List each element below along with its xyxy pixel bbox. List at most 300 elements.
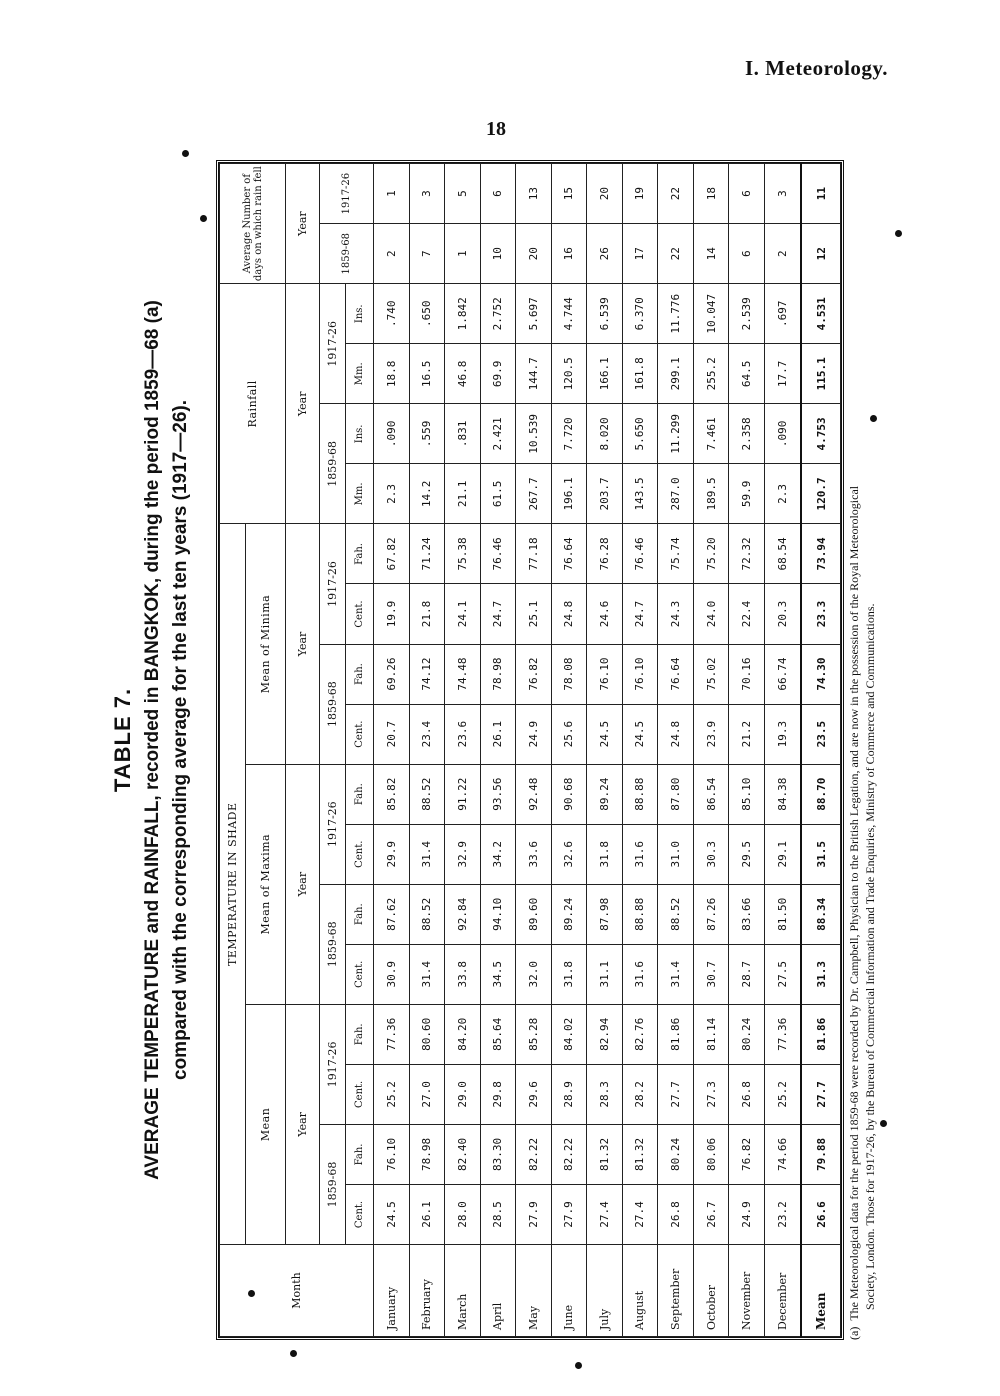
value-cell: 161.8	[622, 344, 658, 404]
value-cell: 87.98	[587, 884, 623, 944]
value-cell: 5.650	[622, 404, 658, 464]
value-cell: 29.9	[374, 824, 410, 884]
value-cell: 27.4	[587, 1184, 623, 1244]
value-cell: 28.9	[551, 1064, 587, 1124]
value-cell: 85.82	[374, 764, 410, 824]
value-cell: 80.24	[729, 1004, 765, 1064]
value-cell: 89.60	[516, 884, 552, 944]
value-cell: 83.30	[480, 1124, 516, 1184]
value-cell: 1	[445, 224, 481, 284]
unit-header: Fah.	[346, 644, 374, 704]
value-cell: 24.5	[374, 1184, 410, 1244]
value-cell: 14	[693, 224, 729, 284]
value-cell: 26.6	[801, 1184, 840, 1244]
value-cell: 84.02	[551, 1004, 587, 1064]
value-cell: 91.22	[445, 764, 481, 824]
period-header: 1917-26	[320, 524, 346, 644]
table-row	[516, 164, 552, 1337]
value-cell: 83.66	[729, 884, 765, 944]
title-line-1: AVERAGE TEMPERATURE and RAINFALL, recorded in BANGKOK, during the period 1859—68 (a)	[142, 300, 163, 1180]
value-cell: 20	[587, 164, 623, 224]
value-cell: 87.80	[658, 764, 694, 824]
value-cell: 28.7	[729, 944, 765, 1004]
period-header: 1917-26	[320, 764, 346, 884]
month-cell: February	[409, 1245, 445, 1337]
value-cell: 27.3	[693, 1064, 729, 1124]
data-table-frame	[216, 160, 844, 1340]
table-row	[551, 164, 587, 1337]
value-cell: 73.94	[801, 524, 840, 584]
value-cell: 85.64	[480, 1004, 516, 1064]
value-cell: 34.2	[480, 824, 516, 884]
period-header: 1859-68	[320, 404, 346, 524]
value-cell: 79.88	[801, 1124, 840, 1184]
table-row	[693, 164, 729, 1337]
value-cell: 10.047	[693, 284, 729, 344]
value-cell: 88.88	[622, 764, 658, 824]
value-cell: 120.5	[551, 344, 587, 404]
value-cell: 82.94	[587, 1004, 623, 1064]
value-cell: 24.5	[622, 704, 658, 764]
value-cell: 16.5	[409, 344, 445, 404]
value-cell: 76.64	[658, 644, 694, 704]
value-cell: 3	[764, 164, 801, 224]
value-cell: 66.74	[764, 644, 801, 704]
value-cell: 14.2	[409, 464, 445, 524]
value-cell: 6	[729, 224, 765, 284]
table-row	[374, 164, 410, 1337]
value-cell: 77.36	[764, 1004, 801, 1064]
year-header: Year	[286, 524, 320, 764]
value-cell: 80.06	[693, 1124, 729, 1184]
value-cell: 18	[693, 164, 729, 224]
value-cell: 75.20	[693, 524, 729, 584]
table-row	[764, 164, 801, 1337]
unit-header: Mm.	[346, 344, 374, 404]
footnote	[846, 140, 878, 1340]
value-cell: 10	[480, 224, 516, 284]
value-cell: 67.82	[374, 524, 410, 584]
value-cell: 11	[801, 164, 840, 224]
value-cell: 84.20	[445, 1004, 481, 1064]
value-cell: 26.1	[409, 1184, 445, 1244]
table-label: TABLE 7.	[110, 687, 135, 793]
value-cell: 19.9	[374, 584, 410, 644]
value-cell: 61.5	[480, 464, 516, 524]
page-number: 18	[486, 118, 506, 140]
table-body	[374, 164, 841, 1337]
value-cell: 6.370	[622, 284, 658, 344]
value-cell: 76.10	[622, 644, 658, 704]
value-cell: 144.7	[516, 344, 552, 404]
value-cell: 30.7	[693, 944, 729, 1004]
month-cell: October	[693, 1245, 729, 1337]
value-cell: 120.7	[801, 464, 840, 524]
value-cell: 24.8	[658, 704, 694, 764]
section-header: I. Meteorology.	[745, 56, 888, 80]
value-cell: 25.2	[764, 1064, 801, 1124]
value-cell: 19.3	[764, 704, 801, 764]
value-cell: 2	[374, 224, 410, 284]
value-cell: 88.52	[409, 884, 445, 944]
unit-header: Cent.	[346, 944, 374, 1004]
month-cell: July	[587, 1245, 623, 1337]
month-cell: March	[445, 1245, 481, 1337]
value-cell: 267.7	[516, 464, 552, 524]
value-cell: 24.7	[622, 584, 658, 644]
value-cell: 27.7	[801, 1064, 840, 1124]
value-cell: 69.26	[374, 644, 410, 704]
rainfall-header: Rainfall	[220, 284, 286, 524]
value-cell: 89.24	[587, 764, 623, 824]
value-cell: 30.3	[693, 824, 729, 884]
period-header: 1859-68	[320, 884, 346, 1004]
value-cell: 29.0	[445, 1064, 481, 1124]
value-cell: 2.3	[374, 464, 410, 524]
value-cell: 88.52	[409, 764, 445, 824]
value-cell: 76.28	[587, 524, 623, 584]
value-cell: 24.8	[551, 584, 587, 644]
value-cell: 27.4	[622, 1184, 658, 1244]
year-header: Year	[286, 1004, 320, 1244]
value-cell: 31.1	[587, 944, 623, 1004]
value-cell: 33.8	[445, 944, 481, 1004]
unit-header: Ins.	[346, 404, 374, 464]
value-cell: 81.86	[801, 1004, 840, 1064]
value-cell: 17	[622, 224, 658, 284]
value-cell: 189.5	[693, 464, 729, 524]
period-header: 1917-26	[320, 284, 346, 404]
month-cell: August	[622, 1245, 658, 1337]
value-cell: .697	[764, 284, 801, 344]
rotated-table-block	[108, 140, 877, 1340]
value-cell: 22.4	[729, 584, 765, 644]
value-cell: 76.10	[587, 644, 623, 704]
value-cell: 31.3	[801, 944, 840, 1004]
value-cell: 23.2	[764, 1184, 801, 1244]
unit-header: Cent.	[346, 584, 374, 644]
value-cell: 75.74	[658, 524, 694, 584]
unit-header: Fah.	[346, 524, 374, 584]
value-cell: 76.82	[516, 644, 552, 704]
value-cell: 80.24	[658, 1124, 694, 1184]
value-cell: 18.8	[374, 344, 410, 404]
scan-speck	[895, 230, 902, 237]
mean-header: Mean	[246, 1004, 286, 1244]
value-cell: 1.842	[445, 284, 481, 344]
value-cell: .740	[374, 284, 410, 344]
rain-days-header: Average Number of days on which rain fell	[220, 164, 286, 284]
value-cell: 31.5	[801, 824, 840, 884]
value-cell: 75.38	[445, 524, 481, 584]
value-cell: 23.3	[801, 584, 840, 644]
value-cell: 30.9	[374, 944, 410, 1004]
value-cell: 75.02	[693, 644, 729, 704]
value-cell: 34.5	[480, 944, 516, 1004]
value-cell: 4.531	[801, 284, 840, 344]
value-cell: 4.744	[551, 284, 587, 344]
value-cell: 28.5	[480, 1184, 516, 1244]
value-cell: 21.2	[729, 704, 765, 764]
value-cell: 85.28	[516, 1004, 552, 1064]
value-cell: 23.5	[801, 704, 840, 764]
table-title	[108, 140, 218, 1340]
table-row	[658, 164, 694, 1337]
value-cell: 23.9	[693, 704, 729, 764]
value-cell: 88.34	[801, 884, 840, 944]
value-cell: 24.5	[587, 704, 623, 764]
scan-speck	[248, 1290, 255, 1297]
period-header: 1859-68	[320, 1124, 346, 1244]
unit-header: Cent.	[346, 1064, 374, 1124]
period-header: 1859-68	[320, 224, 374, 284]
value-cell: 20.7	[374, 704, 410, 764]
value-cell: 12	[801, 224, 840, 284]
value-cell: 33.6	[516, 824, 552, 884]
value-cell: 24.6	[587, 584, 623, 644]
value-cell: 24.0	[693, 584, 729, 644]
unit-header: Fah.	[346, 764, 374, 824]
value-cell: 287.0	[658, 464, 694, 524]
value-cell: 80.60	[409, 1004, 445, 1064]
value-cell: 82.76	[622, 1004, 658, 1064]
month-cell: April	[480, 1245, 516, 1337]
value-cell: 69.9	[480, 344, 516, 404]
year-header: Year	[286, 284, 320, 524]
period-header: 1917-26	[320, 164, 374, 224]
period-header: 1859-68	[320, 644, 346, 764]
value-cell: 88.70	[801, 764, 840, 824]
value-cell: 77.18	[516, 524, 552, 584]
value-cell: 2.358	[729, 404, 765, 464]
month-cell: December	[764, 1245, 801, 1337]
value-cell: 7	[409, 224, 445, 284]
value-cell: 78.98	[480, 644, 516, 704]
value-cell: 59.9	[729, 464, 765, 524]
year-header: Year	[286, 764, 320, 1004]
value-cell: 81.14	[693, 1004, 729, 1064]
value-cell: 16	[551, 224, 587, 284]
value-cell: 88.88	[622, 884, 658, 944]
footnote-line-1: The Meteorological data for the period 1859-68 were recorded by Dr. Campbell, Physician to the British Legation, and are now in the possession of the Royal Meteorological	[847, 485, 861, 1321]
value-cell: 24.7	[480, 584, 516, 644]
value-cell: 76.82	[729, 1124, 765, 1184]
footnote-line-2: Society, London. Those for 1917-26, by the Bureau of Commercial Information and Trade Enquiries, Ministry of Commerce and Communications.	[863, 603, 877, 1310]
mean-minima-header: Mean of Minima	[246, 524, 286, 764]
value-cell: 94.10	[480, 884, 516, 944]
value-cell: 22	[658, 164, 694, 224]
value-cell: 82.22	[516, 1124, 552, 1184]
value-cell: 11.776	[658, 284, 694, 344]
value-cell: 166.1	[587, 344, 623, 404]
unit-header: Ins.	[346, 284, 374, 344]
month-cell: June	[551, 1245, 587, 1337]
value-cell: 85.10	[729, 764, 765, 824]
table-row	[622, 164, 658, 1337]
value-cell: 77.36	[374, 1004, 410, 1064]
scan-speck	[880, 1120, 887, 1127]
table-row	[409, 164, 445, 1337]
value-cell: 32.0	[516, 944, 552, 1004]
scan-speck	[870, 415, 877, 422]
value-cell: 81.32	[622, 1124, 658, 1184]
value-cell: 29.6	[516, 1064, 552, 1124]
value-cell: 31.6	[622, 944, 658, 1004]
value-cell: 27.9	[551, 1184, 587, 1244]
value-cell: 32.6	[551, 824, 587, 884]
value-cell: 23.4	[409, 704, 445, 764]
value-cell: 7.461	[693, 404, 729, 464]
value-cell: 76.46	[622, 524, 658, 584]
value-cell: 93.56	[480, 764, 516, 824]
value-cell: 28.2	[622, 1064, 658, 1124]
value-cell: 84.38	[764, 764, 801, 824]
value-cell: 25.6	[551, 704, 587, 764]
value-cell: 86.54	[693, 764, 729, 824]
value-cell: 27.5	[764, 944, 801, 1004]
value-cell: 92.48	[516, 764, 552, 824]
value-cell: 87.26	[693, 884, 729, 944]
value-cell: 81.86	[658, 1004, 694, 1064]
value-cell: .559	[409, 404, 445, 464]
value-cell: 92.84	[445, 884, 481, 944]
value-cell: 196.1	[551, 464, 587, 524]
table-row	[587, 164, 623, 1337]
footnote-marker: (a)	[847, 1326, 861, 1340]
value-cell: 22	[658, 224, 694, 284]
temperature-group-header: TEMPERATURE IN SHADE	[220, 524, 246, 1245]
value-cell: 2	[764, 224, 801, 284]
value-cell: 203.7	[587, 464, 623, 524]
value-cell: 21.1	[445, 464, 481, 524]
value-cell: 76.46	[480, 524, 516, 584]
value-cell: 5	[445, 164, 481, 224]
month-cell: May	[516, 1245, 552, 1337]
value-cell: 5.697	[516, 284, 552, 344]
value-cell: 74.66	[764, 1124, 801, 1184]
scan-speck	[575, 1362, 582, 1369]
value-cell: 88.52	[658, 884, 694, 944]
value-cell: 26.1	[480, 704, 516, 764]
value-cell: 46.8	[445, 344, 481, 404]
value-cell: 87.62	[374, 884, 410, 944]
value-cell: 2.421	[480, 404, 516, 464]
value-cell: 11.299	[658, 404, 694, 464]
table-row	[729, 164, 765, 1337]
value-cell: 25.1	[516, 584, 552, 644]
table-row	[480, 164, 516, 1337]
value-cell: 24.1	[445, 584, 481, 644]
value-cell: 8.020	[587, 404, 623, 464]
month-cell: Mean	[801, 1245, 840, 1337]
value-cell: 17.7	[764, 344, 801, 404]
value-cell: 26.8	[658, 1184, 694, 1244]
value-cell: 3	[409, 164, 445, 224]
value-cell: 31.4	[409, 944, 445, 1004]
value-cell: 19	[622, 164, 658, 224]
value-cell: 70.16	[729, 644, 765, 704]
value-cell: 74.12	[409, 644, 445, 704]
value-cell: 74.30	[801, 644, 840, 704]
value-cell: 23.6	[445, 704, 481, 764]
value-cell: 26.8	[729, 1064, 765, 1124]
unit-header: Mm.	[346, 464, 374, 524]
value-cell: 90.68	[551, 764, 587, 824]
value-cell: 299.1	[658, 344, 694, 404]
year-header: Year	[286, 164, 320, 284]
value-cell: 81.32	[587, 1124, 623, 1184]
value-cell: 27.7	[658, 1064, 694, 1124]
value-cell: 27.0	[409, 1064, 445, 1124]
value-cell: .650	[409, 284, 445, 344]
value-cell: 78.08	[551, 644, 587, 704]
scan-speck	[182, 150, 189, 157]
value-cell: 20.3	[764, 584, 801, 644]
value-cell: 7.720	[551, 404, 587, 464]
value-cell: 29.1	[764, 824, 801, 884]
value-cell: 74.48	[445, 644, 481, 704]
month-cell: November	[729, 1245, 765, 1337]
scan-speck	[200, 215, 207, 222]
value-cell: 4.753	[801, 404, 840, 464]
value-cell: 2.752	[480, 284, 516, 344]
value-cell: 115.1	[801, 344, 840, 404]
value-cell: 29.5	[729, 824, 765, 884]
scan-speck	[290, 1350, 297, 1357]
value-cell: 26.7	[693, 1184, 729, 1244]
unit-header: Fah.	[346, 1124, 374, 1184]
value-cell: 68.54	[764, 524, 801, 584]
value-cell: 20	[516, 224, 552, 284]
value-cell: 24.9	[516, 704, 552, 764]
value-cell: 82.22	[551, 1124, 587, 1184]
value-cell: 28.0	[445, 1184, 481, 1244]
unit-header: Fah.	[346, 1004, 374, 1064]
unit-header: Cent.	[346, 824, 374, 884]
value-cell: 15	[551, 164, 587, 224]
value-cell: 13	[516, 164, 552, 224]
period-header: 1917-26	[320, 1004, 346, 1124]
value-cell: 21.8	[409, 584, 445, 644]
unit-header: Cent.	[346, 704, 374, 764]
value-cell: 76.10	[374, 1124, 410, 1184]
value-cell: 6.539	[587, 284, 623, 344]
value-cell: 28.3	[587, 1064, 623, 1124]
mean-row	[801, 164, 840, 1337]
climate-table	[219, 163, 841, 1337]
value-cell: 10.539	[516, 404, 552, 464]
month-header: Month	[220, 1245, 374, 1337]
value-cell: 31.6	[622, 824, 658, 884]
value-cell: 76.64	[551, 524, 587, 584]
value-cell: 1	[374, 164, 410, 224]
value-cell: 82.40	[445, 1124, 481, 1184]
value-cell: 32.9	[445, 824, 481, 884]
value-cell: 2.539	[729, 284, 765, 344]
value-cell: .090	[374, 404, 410, 464]
value-cell: 31.8	[587, 824, 623, 884]
value-cell: 255.2	[693, 344, 729, 404]
value-cell: 27.9	[516, 1184, 552, 1244]
value-cell: 31.4	[658, 944, 694, 1004]
value-cell: 31.8	[551, 944, 587, 1004]
unit-header: Cent.	[346, 1184, 374, 1244]
value-cell: 24.3	[658, 584, 694, 644]
value-cell: 2.3	[764, 464, 801, 524]
value-cell: 31.0	[658, 824, 694, 884]
value-cell: .831	[445, 404, 481, 464]
value-cell: 64.5	[729, 344, 765, 404]
